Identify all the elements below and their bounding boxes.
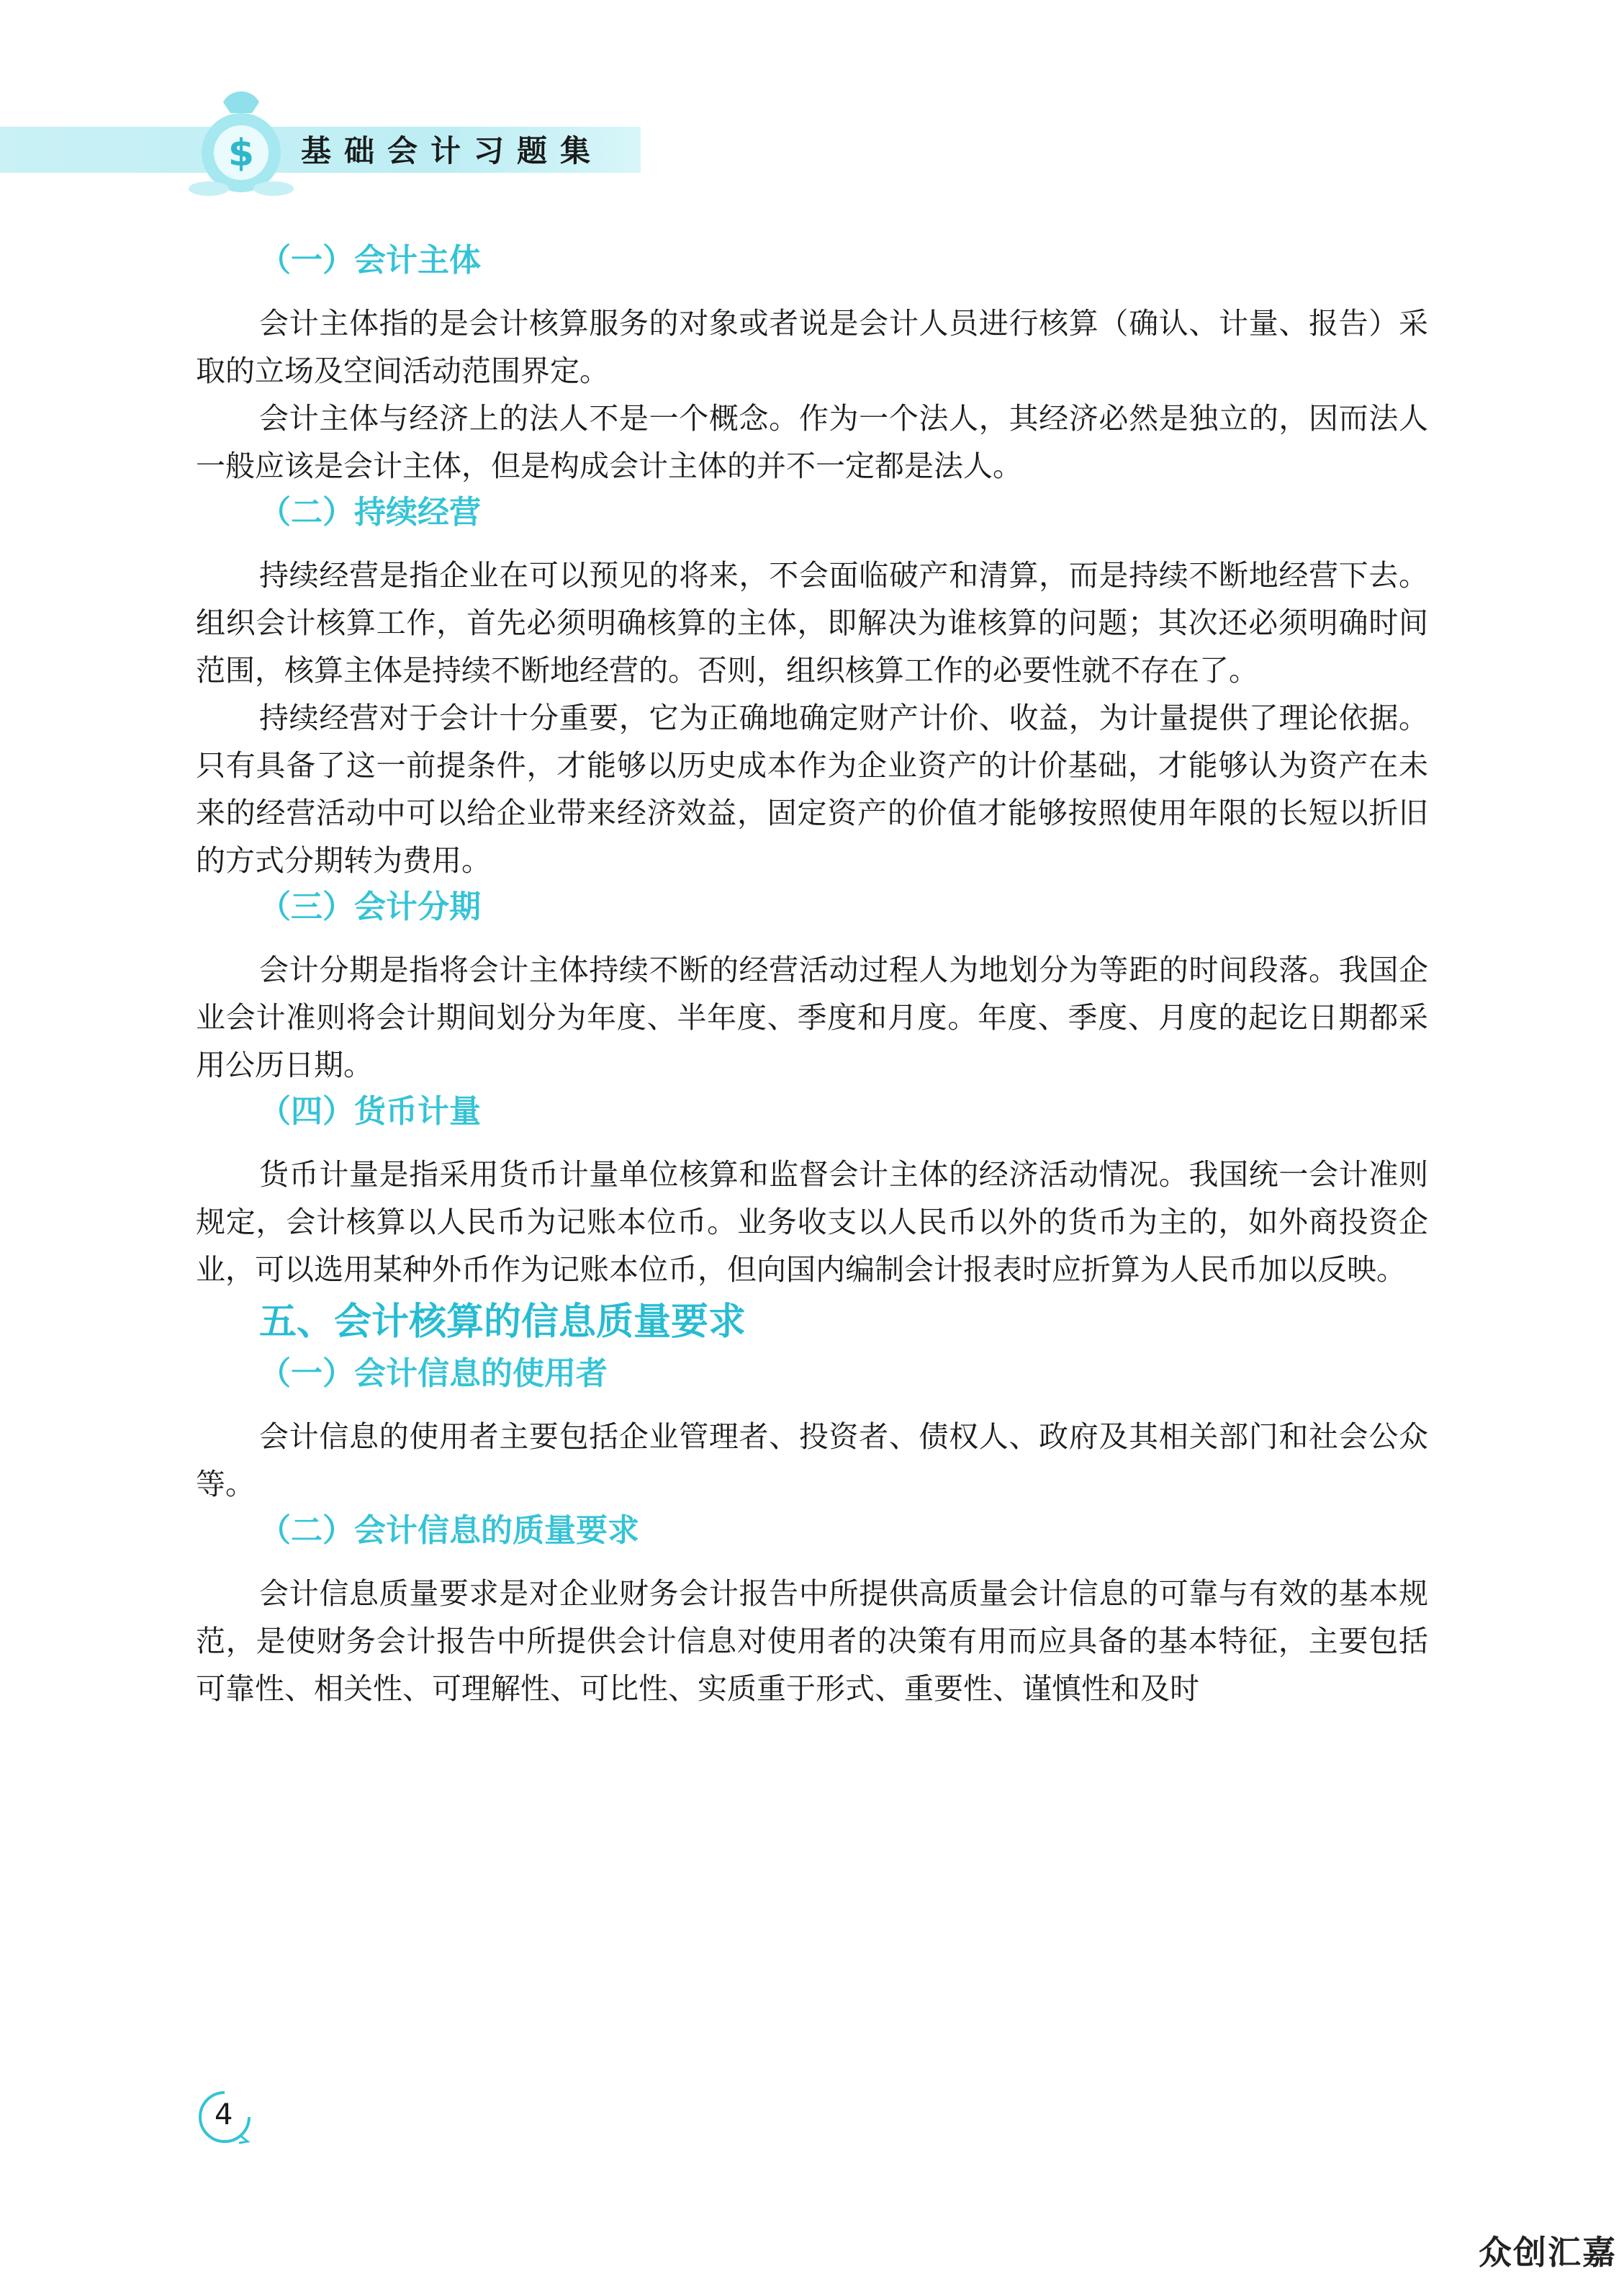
page-content [196,238,1428,1712]
watermark-text: 众创汇嘉 [1479,2233,1617,2272]
heading-quality-requirements: （二）会计信息的质量要求 [259,1512,639,1549]
section-title-info-quality: 五、会计核算的信息质量要求 [259,1300,746,1344]
paragraph: 持续经营是指企业在可以预见的将来，不会面临破产和清算，而是持续不断地经营下去。组织会计核算工作，首先必须明确核算的主体，即解决为谁核算的问题；其次还必须明确时间范围，核算主体是持续不断地经营的。否则，组织核算工作的必要性就不存在了。 [196,558,1428,688]
heading-going-concern: （二）持续经营 [259,494,481,531]
paragraph: 货币计量是指采用货币计量单位核算和监督会计主体的经济活动情况。我国统一会计准则规定，会计核算以人民币为记账本位币。业务收支以人民币以外的货币为主的，如外商投资企业，可以选用某种外币作为记账本位币，但向国内编制会计报表时应折算为人民币加以反映。 [196,1157,1428,1287]
paragraph: 持续经营对于会计十分重要，它为正确地确定财产计价、收益，为计量提供了理论依据。只有具备了这一前提条件，才能够以历史成本作为企业资产的计价基础，才能够认为资产在未来的经营活动中可以给企业带来经济效益，固定资产的价值才能够按照使用年限的长短以折旧的方式分期转为费用。 [196,701,1428,878]
money-bag-icon [180,81,302,203]
paragraph: 会计主体与经济上的法人不是一个概念。作为一个法人，其经济必然是独立的，因而法人一般应该是会计主体，但是构成会计主体的并不一定都是法人。 [196,401,1428,483]
paragraph: 会计分期是指将会计主体持续不断的经营活动过程人为地划分为等距的时间段落。我国企业会计准则将会计期间划分为年度、半年度、季度和月度。年度、季度、月度的起讫日期都采用公历日期。 [196,953,1428,1082]
svg-text:$: $ [227,132,255,175]
heading-accounting-period: （三）会计分期 [259,889,481,925]
paragraph: 会计主体指的是会计核算服务的对象或者说是会计人员进行核算（确认、计量、报告）采取的立场及空间活动范围界定。 [196,306,1428,388]
heading-monetary-measurement: （四）货币计量 [259,1093,481,1130]
paragraph: 会计信息质量要求是对企业财务会计报告中所提供高质量会计信息的可靠与有效的基本规范，是使财务会计报告中所提供会计信息对使用者的决策有用而应具备的基本特征，主要包括可靠性、相关性、可理解性、可比性、实质重于形式、重要性、谨慎性和及时 [196,1576,1428,1706]
page-number [196,2088,253,2146]
book-title: 基础会计习题集 [301,133,604,168]
page-number-label: 4 [215,2098,233,2131]
heading-info-users: （一）会计信息的使用者 [259,1355,608,1392]
paragraph: 会计信息的使用者主要包括企业管理者、投资者、债权人、政府及其相关部门和社会公众等。 [196,1419,1428,1501]
heading-accounting-entity: （一）会计主体 [259,242,481,279]
